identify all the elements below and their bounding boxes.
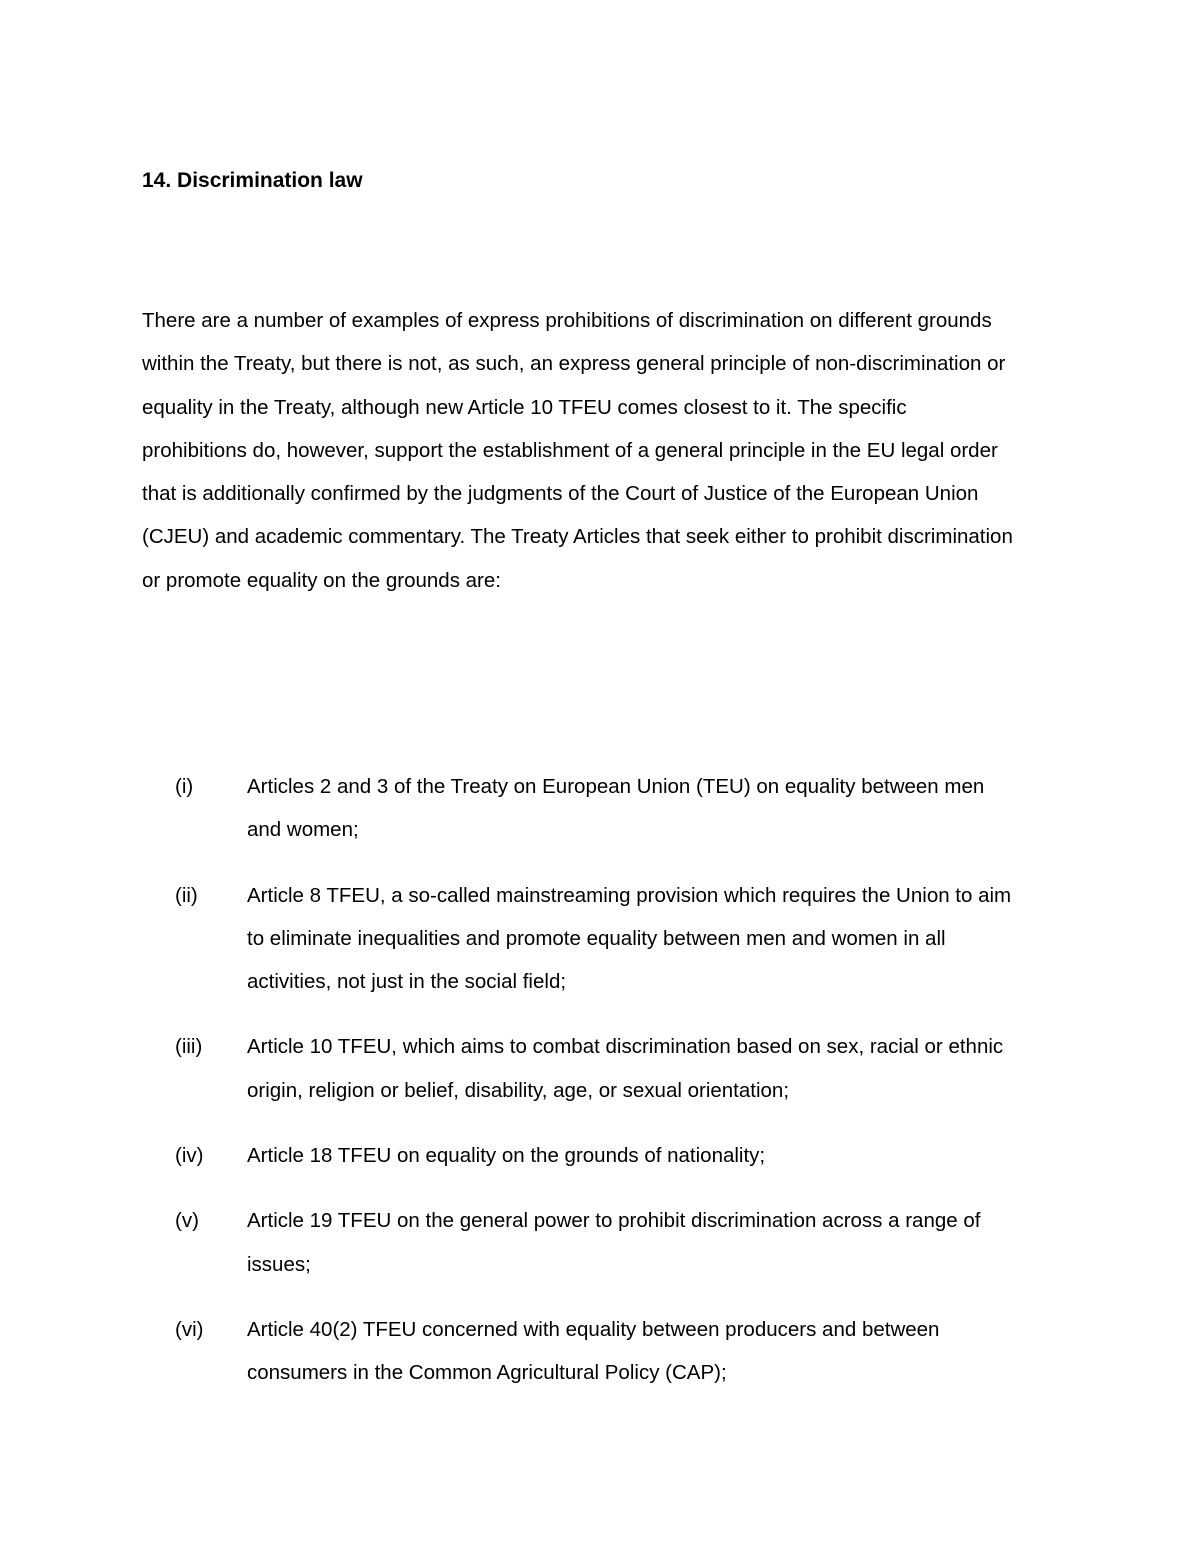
intro-line: equality in the Treaty, although new Article 10 TFEU comes closest to it. The specific	[142, 395, 907, 419]
list-marker: (iv)	[175, 1144, 204, 1168]
list-item-line: origin, religion or belief, disability, age, or sexual orientation;	[247, 1078, 790, 1102]
list-item	[142, 765, 1062, 852]
list-item-line: consumers in the Common Agricultural Policy (CAP);	[247, 1361, 727, 1385]
list-marker: (vi)	[175, 1317, 204, 1341]
list-item	[142, 1308, 1062, 1395]
list-item-text	[247, 1134, 1062, 1177]
list-item-line: Article 40(2) TFEU concerned with equality between producers and between	[247, 1317, 940, 1341]
list-item-text	[247, 1025, 1062, 1112]
list-item-line: Article 10 TFEU, which aims to combat discrimination based on sex, racial or ethnic	[247, 1035, 1004, 1059]
list-item-text	[247, 1199, 1062, 1286]
list-item-line: Articles 2 and 3 of the Treaty on European Union (TEU) on equality between men	[247, 775, 985, 798]
list-marker: (iii)	[175, 1035, 203, 1059]
list-item-line: Article 18 TFEU on equality on the grounds of nationality;	[247, 1144, 766, 1168]
list-item-line: issues;	[247, 1252, 311, 1276]
list-item	[142, 874, 1062, 1004]
list-item-line: Article 19 TFEU on the general power to prohibit discrimination across a range of	[247, 1209, 981, 1233]
list-item-line: and women;	[247, 818, 359, 842]
list-item	[142, 1199, 1062, 1286]
list-item-line: to eliminate inequalities and promote equality between men and women in all	[247, 926, 946, 950]
list-item-text	[247, 874, 1062, 1004]
list-item	[142, 1134, 1062, 1177]
list-marker: (v)	[175, 1209, 199, 1233]
intro-paragraph	[142, 299, 1072, 602]
list-item-line: Article 8 TFEU, a so-called mainstreaming provision which requires the Union to aim	[247, 883, 1012, 907]
intro-line: or promote equality on the grounds are:	[142, 568, 501, 592]
list-marker: (ii)	[175, 883, 198, 907]
list-item-text	[247, 765, 1062, 852]
list-item-text	[247, 1308, 1062, 1395]
intro-line: prohibitions do, however, support the establishment of a general principle in the EU legal order	[142, 438, 998, 462]
list-item	[142, 1025, 1062, 1112]
treaty-articles-list	[142, 765, 1062, 1417]
section-heading: 14. Discrimination law	[142, 169, 363, 192]
intro-line: (CJEU) and academic commentary. The Treaty Articles that seek either to prohibit discrimination	[142, 525, 1013, 549]
intro-line: that is additionally confirmed by the judgments of the Court of Justice of the European Union	[142, 482, 979, 506]
intro-line: There are a number of examples of express prohibitions of discrimination on different grounds	[142, 309, 992, 332]
intro-line: within the Treaty, but there is not, as such, an express general principle of non-discrimination or	[142, 352, 1006, 376]
list-item-line: activities, not just in the social field;	[247, 970, 567, 994]
list-marker: (i)	[175, 775, 194, 798]
